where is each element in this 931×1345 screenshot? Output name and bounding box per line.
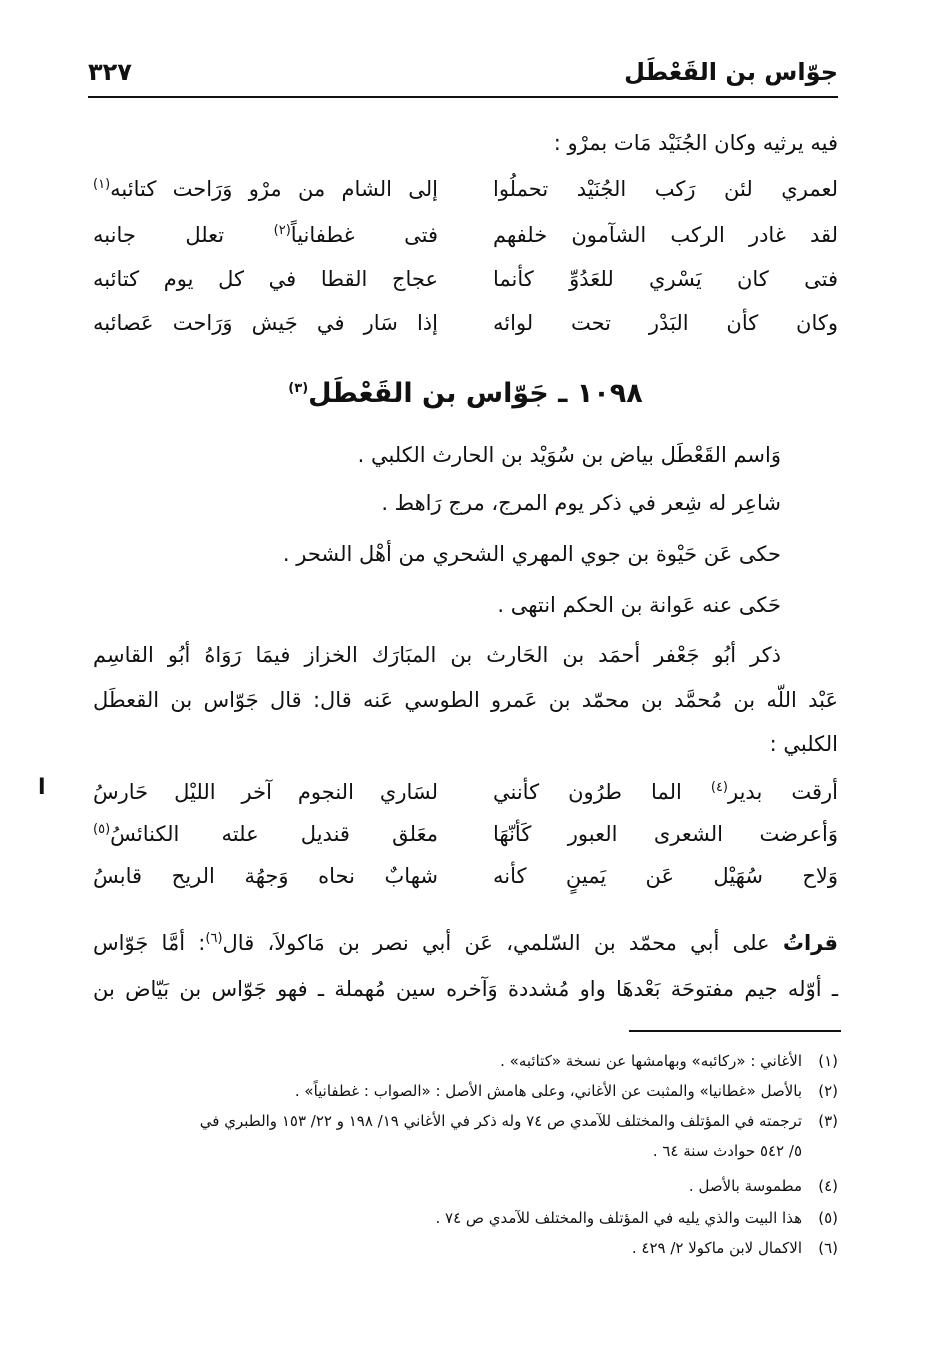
first-hemistich: وكان كأن البَدْر تحت لوائه	[493, 311, 838, 335]
poem2-verse-2	[93, 817, 838, 851]
first-hemistich: فتى كان يَسْري للعَدُوِّ كأنما	[493, 267, 838, 291]
bio-line-4: حَكى عنه عَوانة بن الحكم انتهى .	[497, 593, 781, 617]
second-hemistich: لسَاري النجوم آخر الليْل حَارسُ	[93, 780, 438, 804]
intro-line: فيه يرثيه وكان الجُنَيْد مَات بمرْو :	[553, 131, 838, 155]
running-title: جوّاس بن القَعْطَل	[624, 58, 838, 86]
footnote-separator	[629, 1030, 841, 1032]
first-hemistich: وَأعرضت الشعرى العبور كَأنّهَا	[493, 822, 838, 846]
bio-line-2: شاعِر له شِعر في ذكر يوم المرج، مرج رَاهط .	[381, 491, 781, 515]
qara-word: قراتُ	[782, 931, 838, 955]
poem2-verse-1	[93, 775, 838, 809]
footnote-5: (٥)هذا البيت والذي يليه في المؤتلف والمختلف للآمدي ص ٧٤ .	[435, 1209, 838, 1227]
second-hemistich: فتى غطفانياً$^{(٢)}$ تعلل جانبه	[93, 223, 438, 247]
second-hemistich: معَلق قنديل علته الكنائسُ$^{(٥)}$	[93, 822, 438, 846]
footnote-ref: (٣)	[288, 381, 309, 396]
poem2-verse-3	[93, 859, 838, 893]
isnad-line-2: عَبْد اللّه بن مُحمَّد بن محمّد بن عَمرو الطوسي عَنه قال: قال جَوّاس بن القعطَل	[93, 688, 838, 712]
footnote-ref: (١)	[93, 177, 111, 192]
first-hemistich: وَلاح سُهَيْل عَن يَمينٍ كأنه	[493, 864, 838, 888]
first-hemistich: لقد غادر الركب الشآمون خلفهم	[493, 223, 838, 247]
isnad-line-1: ذكر أبُو جَعْفر أحمَد بن الحَارث بن المبَارَك الخزاز فيمَا رَوَاهُ أبُو القاسِم	[93, 643, 781, 667]
page-header	[88, 56, 838, 98]
footnote-1: (١)الأغاني : «ركائبه» وبهامشها عن نسخة «كتائبه» .	[500, 1052, 838, 1070]
page-number: ٣٢٧	[88, 58, 132, 86]
footnote-4: (٤)مطموسة بالأصل .	[688, 1177, 838, 1195]
footnote-6: (٦)الاكمال لابن ماكولا ٢/ ٤٢٩ .	[631, 1239, 838, 1257]
first-hemistich: أرقت بدير$^{(٤)}$ الما طرُون كأنني	[493, 780, 838, 804]
first-hemistich: لعمري لئن رَكب الجُنَيْد تحملُوا	[493, 177, 838, 201]
footnote-ref: (٥)	[93, 822, 111, 837]
poem1-verse-1	[93, 172, 838, 206]
footnote-3-continued: ٥/ ٥٤٢ حوادث سنة ٦٤ .	[652, 1142, 802, 1160]
footnote-2: (٢)بالأصل «غطانيا» والمثبت عن الأغاني، وعلى هامش الأصل : «الصواب : غطفانياً» .	[294, 1082, 838, 1100]
isnad-line-3: الكلبي :	[769, 732, 838, 756]
poem1-verse-3	[93, 262, 838, 296]
second-hemistich: إلى الشام من مرْو وَرَاحت كتائبه$^{(١)}$	[93, 177, 438, 201]
second-hemistich: عجاج القطا في كل يوم كتائبه	[93, 267, 438, 291]
second-hemistich: شهابٌ نحاه وَجهُة الريح قابسُ	[93, 864, 438, 888]
bio-line-3: حكى عَن حَيْوة بن جوي المهري الشحري من أهْل الشحر .	[282, 542, 781, 566]
footnote-ref: (٦)	[205, 931, 223, 946]
closing-line-1: قراتُ على أبي محمّد بن السّلمي، عَن أبي نصر بن مَاكولاَ، قال$^{(٦)}$: أمَّا جَوّاس	[93, 931, 838, 955]
poem1-verse-2	[93, 218, 838, 252]
closing-line-2: ـ أوّله جيم مفتوحَة بَعْدهَا واو مُشددة وَآخره سين مُهملة ـ فهو جَوّاس بن بَيّاض بن	[93, 977, 838, 1001]
margin-mark: ا	[38, 775, 46, 800]
bio-line-1: وَاسم القَعْطَل بياض بن سُوَيْد بن الحارث الكلبي .	[357, 443, 781, 467]
footnote-ref: (٤)	[710, 780, 728, 795]
footnote-ref: (٢)	[273, 223, 291, 238]
poem1-verse-4	[93, 306, 838, 340]
second-hemistich: إذا سَار في جَيش وَرَاحت عَصائبه	[93, 311, 438, 335]
entry-heading: ١٠٩٨ ـ جَوّاس بن القَعْطَل$^{(٣)}$	[288, 378, 643, 409]
footnote-3: (٣)ترجمته في المؤتلف والمختلف للآمدي ص ٧٤ وله ذكر في الأغاني ١٩/ ١٩٨ و ٢٢/ ١٥٣ والطبري في	[199, 1112, 838, 1130]
